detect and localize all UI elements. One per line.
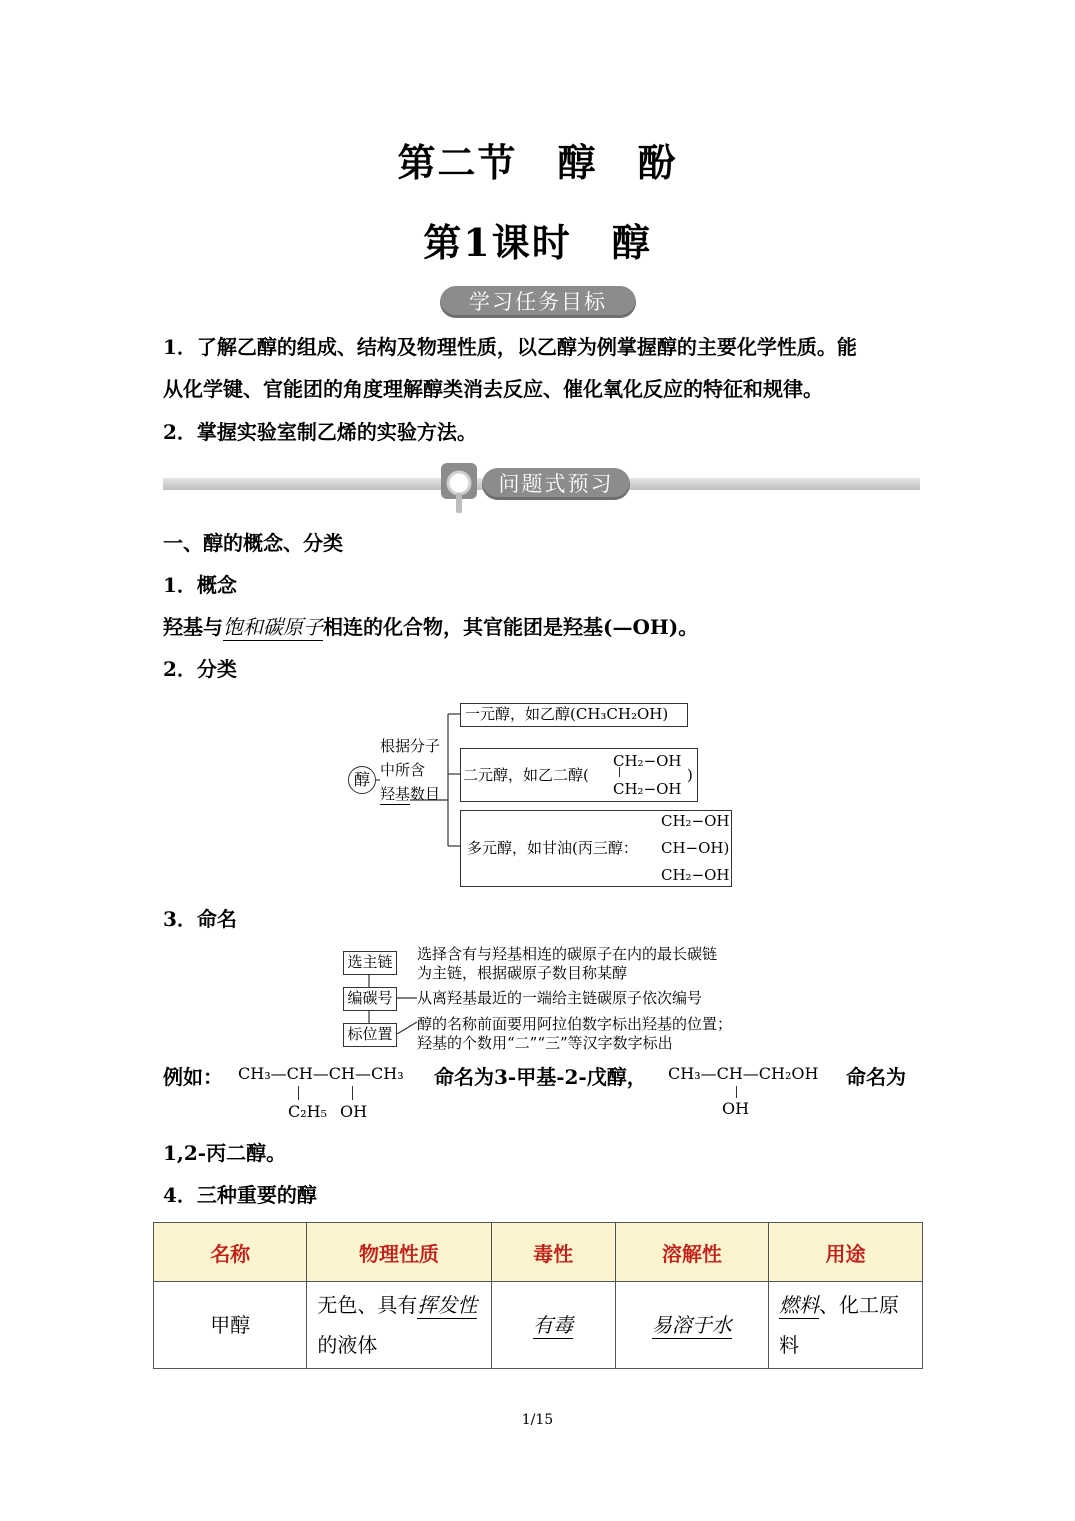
header-physical: 物理性质 [307, 1223, 491, 1282]
tri-formula-2: CH−OH) [661, 839, 730, 857]
cell-solubility [615, 1282, 768, 1369]
step1-desc-1: 选择含有与羟基相连的碳原子在内的最长碳链 [417, 945, 718, 963]
formula-1-bond-2 [352, 1086, 354, 1100]
cell-use [769, 1282, 923, 1369]
step-select-chain: 选主链 [343, 951, 397, 975]
classify-brackets [370, 700, 470, 890]
di-alcohol-box [460, 748, 698, 802]
mono-alcohol-box: 一元醇，如乙醇(CH₃CH₂OH) [460, 703, 688, 727]
tri-formula-1: CH₂−OH [661, 812, 730, 830]
table-header-row [154, 1223, 923, 1282]
criterion-line-3b: 数目 [410, 785, 441, 803]
solubility-value: 易溶于水 [651, 1313, 732, 1337]
table-row [154, 1282, 923, 1369]
step2-desc: 从离羟基最近的一端给主链碳原子依次编号 [417, 989, 703, 1007]
di-formula-2: CH₂−OH [613, 780, 682, 798]
step3-desc-2: 羟基的个数用“二”“三”等汉字数字标出 [417, 1034, 673, 1052]
tri-label: 多元醇，如甘油(丙三醇： [467, 839, 638, 857]
di-label: 二元醇，如乙二醇( [463, 766, 589, 784]
concept-text-a: 羟基与 [163, 615, 223, 639]
formula-1-sub-1: C₂H₅ [288, 1102, 328, 1121]
preview-banner: 问题式预习 [482, 468, 630, 500]
header-name: 名称 [154, 1223, 307, 1282]
goal-2: 2．掌握实验室制乙烯的实验方法。 [163, 420, 477, 444]
physical-underline: 挥发性 [417, 1293, 478, 1317]
concept-text [163, 613, 698, 641]
tri-alcohol-box [460, 810, 732, 887]
step1-desc-2: 为主链，根据碳原子数目称某醇 [417, 964, 628, 982]
naming-heading: 3．命名 [163, 907, 237, 931]
alcohols-table [153, 1222, 923, 1369]
criterion-underline: 羟基 [380, 785, 411, 803]
goals-banner: 学习任务目标 [440, 286, 636, 318]
formula-2-sub: OH [722, 1099, 750, 1118]
goal-1-line-2: 从化学键、官能团的角度理解醇类消去反应、催化氧化反应的特征和规律。 [163, 377, 823, 401]
di-close: ) [687, 766, 693, 784]
naming-connectors [365, 974, 425, 1034]
example-line-2: 1,2-丙二醇。 [163, 1141, 287, 1165]
classify-heading: 2．分类 [163, 657, 237, 681]
step-number-carbon: 编碳号 [343, 987, 397, 1011]
use-text-a: 、化工原 [819, 1293, 900, 1317]
example-prefix: 例如： [163, 1065, 223, 1089]
step3-desc-1: 醇的名称前面要用阿拉伯数字标出羟基的位置； [417, 1015, 733, 1033]
physical-text-b: 的液体 [317, 1333, 378, 1357]
cell-physical [307, 1282, 491, 1369]
use-text-b: 料 [779, 1333, 800, 1357]
formula-2-bond [736, 1086, 738, 1098]
section-title: 第二节 醇 酚 [397, 140, 678, 185]
formula-2-main: CH₃—CH—CH₂OH [668, 1064, 819, 1083]
tri-formula-3: CH₂−OH [661, 866, 730, 884]
concept-underline: 饱和碳原子 [223, 615, 323, 639]
example-suffix: 命名为 [846, 1065, 906, 1089]
alcohol-root-circle: 醇 [348, 766, 376, 794]
di-bond [619, 767, 621, 777]
toxicity-value: 有毒 [533, 1313, 574, 1337]
alcohols-heading: 4．三种重要的醇 [163, 1183, 317, 1207]
header-use: 用途 [769, 1223, 923, 1282]
concept-heading: 1．概念 [163, 573, 237, 597]
physical-text-a: 无色、具有 [317, 1293, 418, 1317]
part1-heading: 一、醇的概念、分类 [163, 531, 343, 555]
page-number: 1/15 [521, 1412, 554, 1428]
formula-1-main: CH₃—CH—CH—CH₃ [238, 1064, 404, 1083]
cell-toxicity [491, 1282, 615, 1369]
formula-1-bond-1 [298, 1086, 300, 1100]
cell-name: 甲醇 [154, 1282, 307, 1369]
concept-text-b: 相连的化合物，其官能团是羟基(—OH)。 [323, 615, 699, 639]
header-solubility: 溶解性 [615, 1223, 768, 1282]
step-mark-position: 标位置 [343, 1023, 397, 1047]
goal-1-line-1: 1．了解乙醇的组成、结构及物理性质，以乙醇为例掌握醇的主要化学性质。能 [163, 335, 857, 359]
use-underline: 燃料 [779, 1293, 820, 1317]
criterion-line-2: 中所含 [380, 761, 426, 779]
lesson-title: 第1课时 醇 [423, 220, 652, 265]
criterion-line-1: 根据分子 [380, 737, 441, 755]
magnifier-icon [441, 463, 477, 499]
formula-1-sub-2: OH [340, 1102, 368, 1121]
header-toxicity: 毒性 [491, 1223, 615, 1282]
example-mid: 命名为3-甲基-2-戊醇， [434, 1065, 647, 1089]
di-formula-1: CH₂−OH [613, 752, 682, 770]
